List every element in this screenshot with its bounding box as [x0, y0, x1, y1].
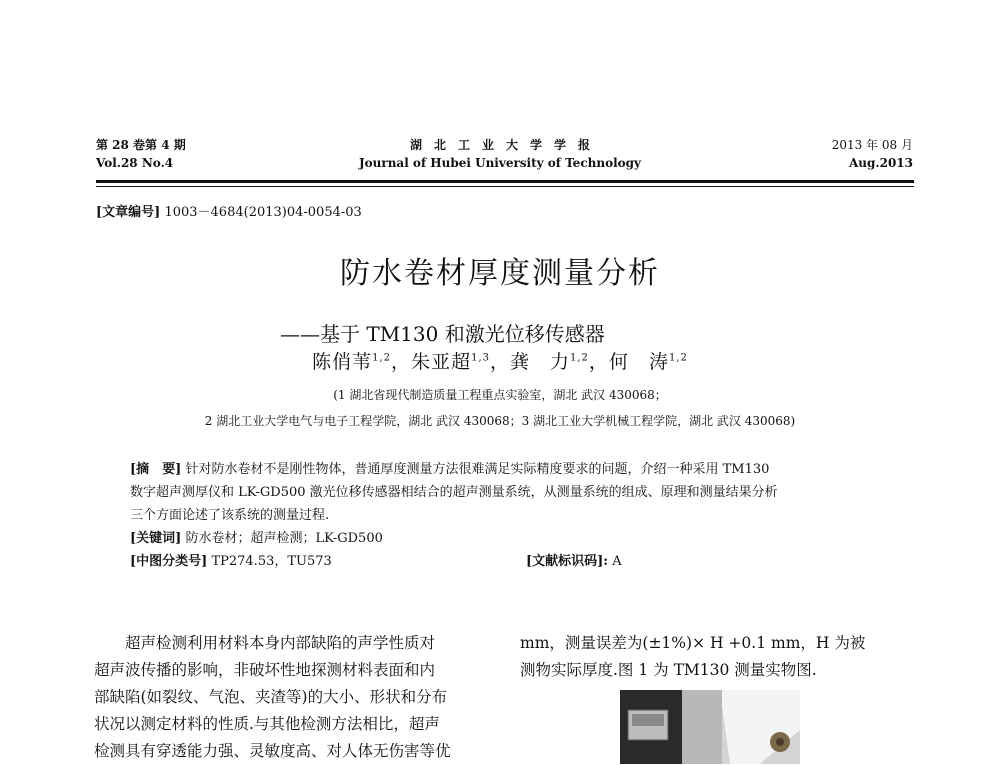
keywords: 防水卷材；超声检测；LK-GD500	[185, 531, 383, 546]
article-id-line	[96, 201, 362, 220]
abstract-block	[130, 458, 890, 573]
tm130-device-image	[620, 690, 800, 764]
header-center	[300, 136, 700, 172]
doc-code-label: [文献标识码]:	[526, 554, 609, 569]
issue-date-en: Aug.2013	[848, 156, 913, 170]
body-line: 超声检测利用材料本身内部缺陷的声学性质对	[94, 634, 436, 652]
issue-date-cn: 2013 年 08 月	[831, 138, 913, 152]
body-column-left	[94, 630, 498, 765]
author-list: 陈俏苇$^{1,2}$，朱亚超$^{1,3}$，龚 力$^{1,2}$，何 涛$^{1,2}$	[312, 351, 688, 373]
journal-name-cn: 湖 北 工 业 大 学 学 报	[409, 138, 590, 152]
author: 朱亚超$^{1,3}$	[411, 351, 490, 373]
article-id-label: [文章编号]	[96, 205, 161, 220]
abstract-line: 三个方面论述了该系统的测量过程.	[130, 508, 330, 523]
abstract-label: [摘 要]	[130, 462, 182, 477]
classification: TP274.53，TU573	[211, 554, 332, 569]
body-line: 部缺陷(如裂纹、气泡、夹渣等)的大小、形状和分布	[94, 688, 448, 706]
figure-1-photo	[620, 690, 800, 764]
author: 龚 力$^{1,2}$	[510, 351, 589, 373]
affiliation-line-2: 2 湖北工业大学电气与电子工程学院，湖北 武汉 430068；3 湖北工业大学机械工程学院，湖北 武汉 430068)	[204, 414, 796, 428]
body-line: 测物实际厚度.图 1 为 TM130 测量实物图.	[520, 661, 817, 679]
volume-cn: 第 28 卷第 4 期	[96, 138, 186, 152]
classification-line	[130, 550, 890, 573]
paper-subtitle: ——基于 TM130 和激光位移传感器	[280, 322, 605, 346]
keywords-label: [关键词]	[130, 531, 182, 546]
article-id: 1003－4684(2013)04-0054-03	[164, 205, 362, 220]
author: 陈俏苇$^{1,2}$	[312, 351, 392, 373]
paper-title: 防水卷材厚度测量分析	[340, 256, 660, 291]
doc-code: [文献标识码]: A	[526, 554, 622, 569]
header-rule-thin	[96, 186, 914, 187]
affiliation-line-1: (1 湖北省现代制造质量工程重点实验室，湖北 武汉 430068；	[333, 388, 667, 402]
header-right	[832, 136, 913, 172]
body-line: 检测具有穿透能力强、灵敏度高、对人体无伤害等优	[94, 742, 451, 760]
classification-label: [中图分类号]	[130, 554, 208, 569]
volume-en: Vol.28 No.4	[96, 156, 174, 170]
body-column-right	[520, 630, 914, 684]
body-line: mm，测量误差为(±1%)× H +0.1 mm，H 为被	[520, 634, 866, 652]
header-rule-thick	[96, 180, 914, 183]
author: 何 涛$^{1,2}$	[608, 351, 688, 373]
abstract-line: 数字超声测厚仪和 LK-GD500 激光位移传感器相结合的超声测量系统，从测量系统的组成、原理和测量结果分析	[130, 485, 778, 500]
keywords-line	[130, 527, 890, 550]
body-line: 状况以测定材料的性质.与其他检测方法相比，超声	[94, 715, 440, 733]
body-line: 超声波传播的影响，非破坏性地探测材料表面和内	[94, 661, 436, 679]
header-left	[96, 136, 186, 172]
journal-name-en: Journal of Hubei University of Technology	[358, 156, 642, 170]
abstract-line: [摘 要] 针对防水卷材不是刚性物体，普通厚度测量方法很难满足实际精度要求的问题，介绍一种采用 TM130	[130, 462, 770, 477]
